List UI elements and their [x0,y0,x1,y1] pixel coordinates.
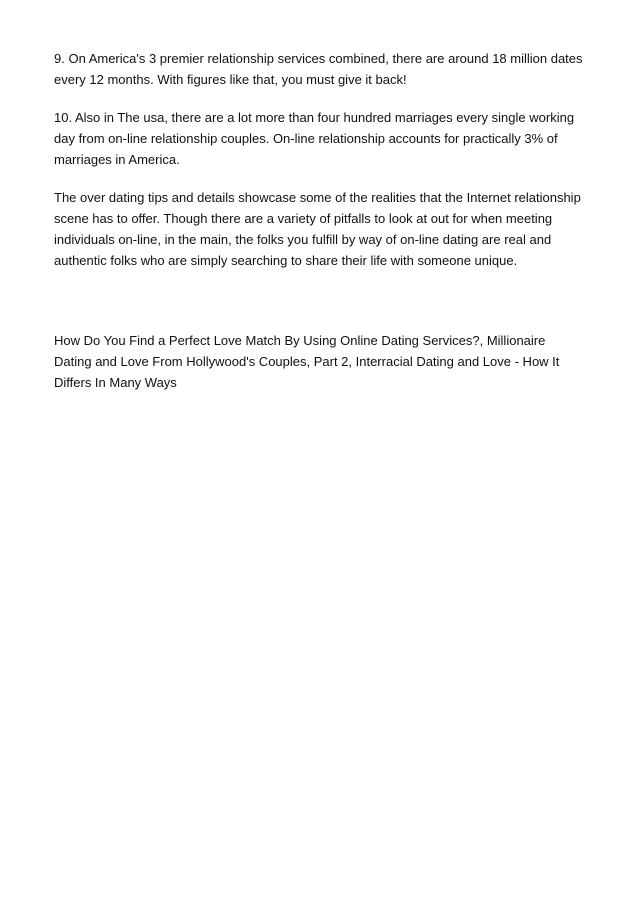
paragraph-fact-9: 9. On America's 3 premier relationship services combined, there are around 18 million dates every 12 months. With figures like that, you must give it back! [54,51,583,87]
related-articles-text: How Do You Find a Perfect Love Match By Using Online Dating Services?, Millionaire Dating and Love From Hollywood's Couples, Part 2, Interracial Dating and Love - How It Differs In Many Ways [54,333,560,390]
paragraph-summary: The over dating tips and details showcase some of the realities that the Internet relationship scene has to offer. Though there are a variety of pitfalls to look at out for when meeting individuals on-line, in the main, the folks you fulfill by way of on-line dating are real and authentic folks who are simply searching to share their life with someone unique. [54,190,581,268]
paragraph-fact-10: 10. Also in The usa, there are a lot more than four hundred marriages every single working day from on-line relationship couples. On-line relationship accounts for practically 3% of marriages in America. [54,110,575,167]
paragraph-spacer [54,288,584,330]
